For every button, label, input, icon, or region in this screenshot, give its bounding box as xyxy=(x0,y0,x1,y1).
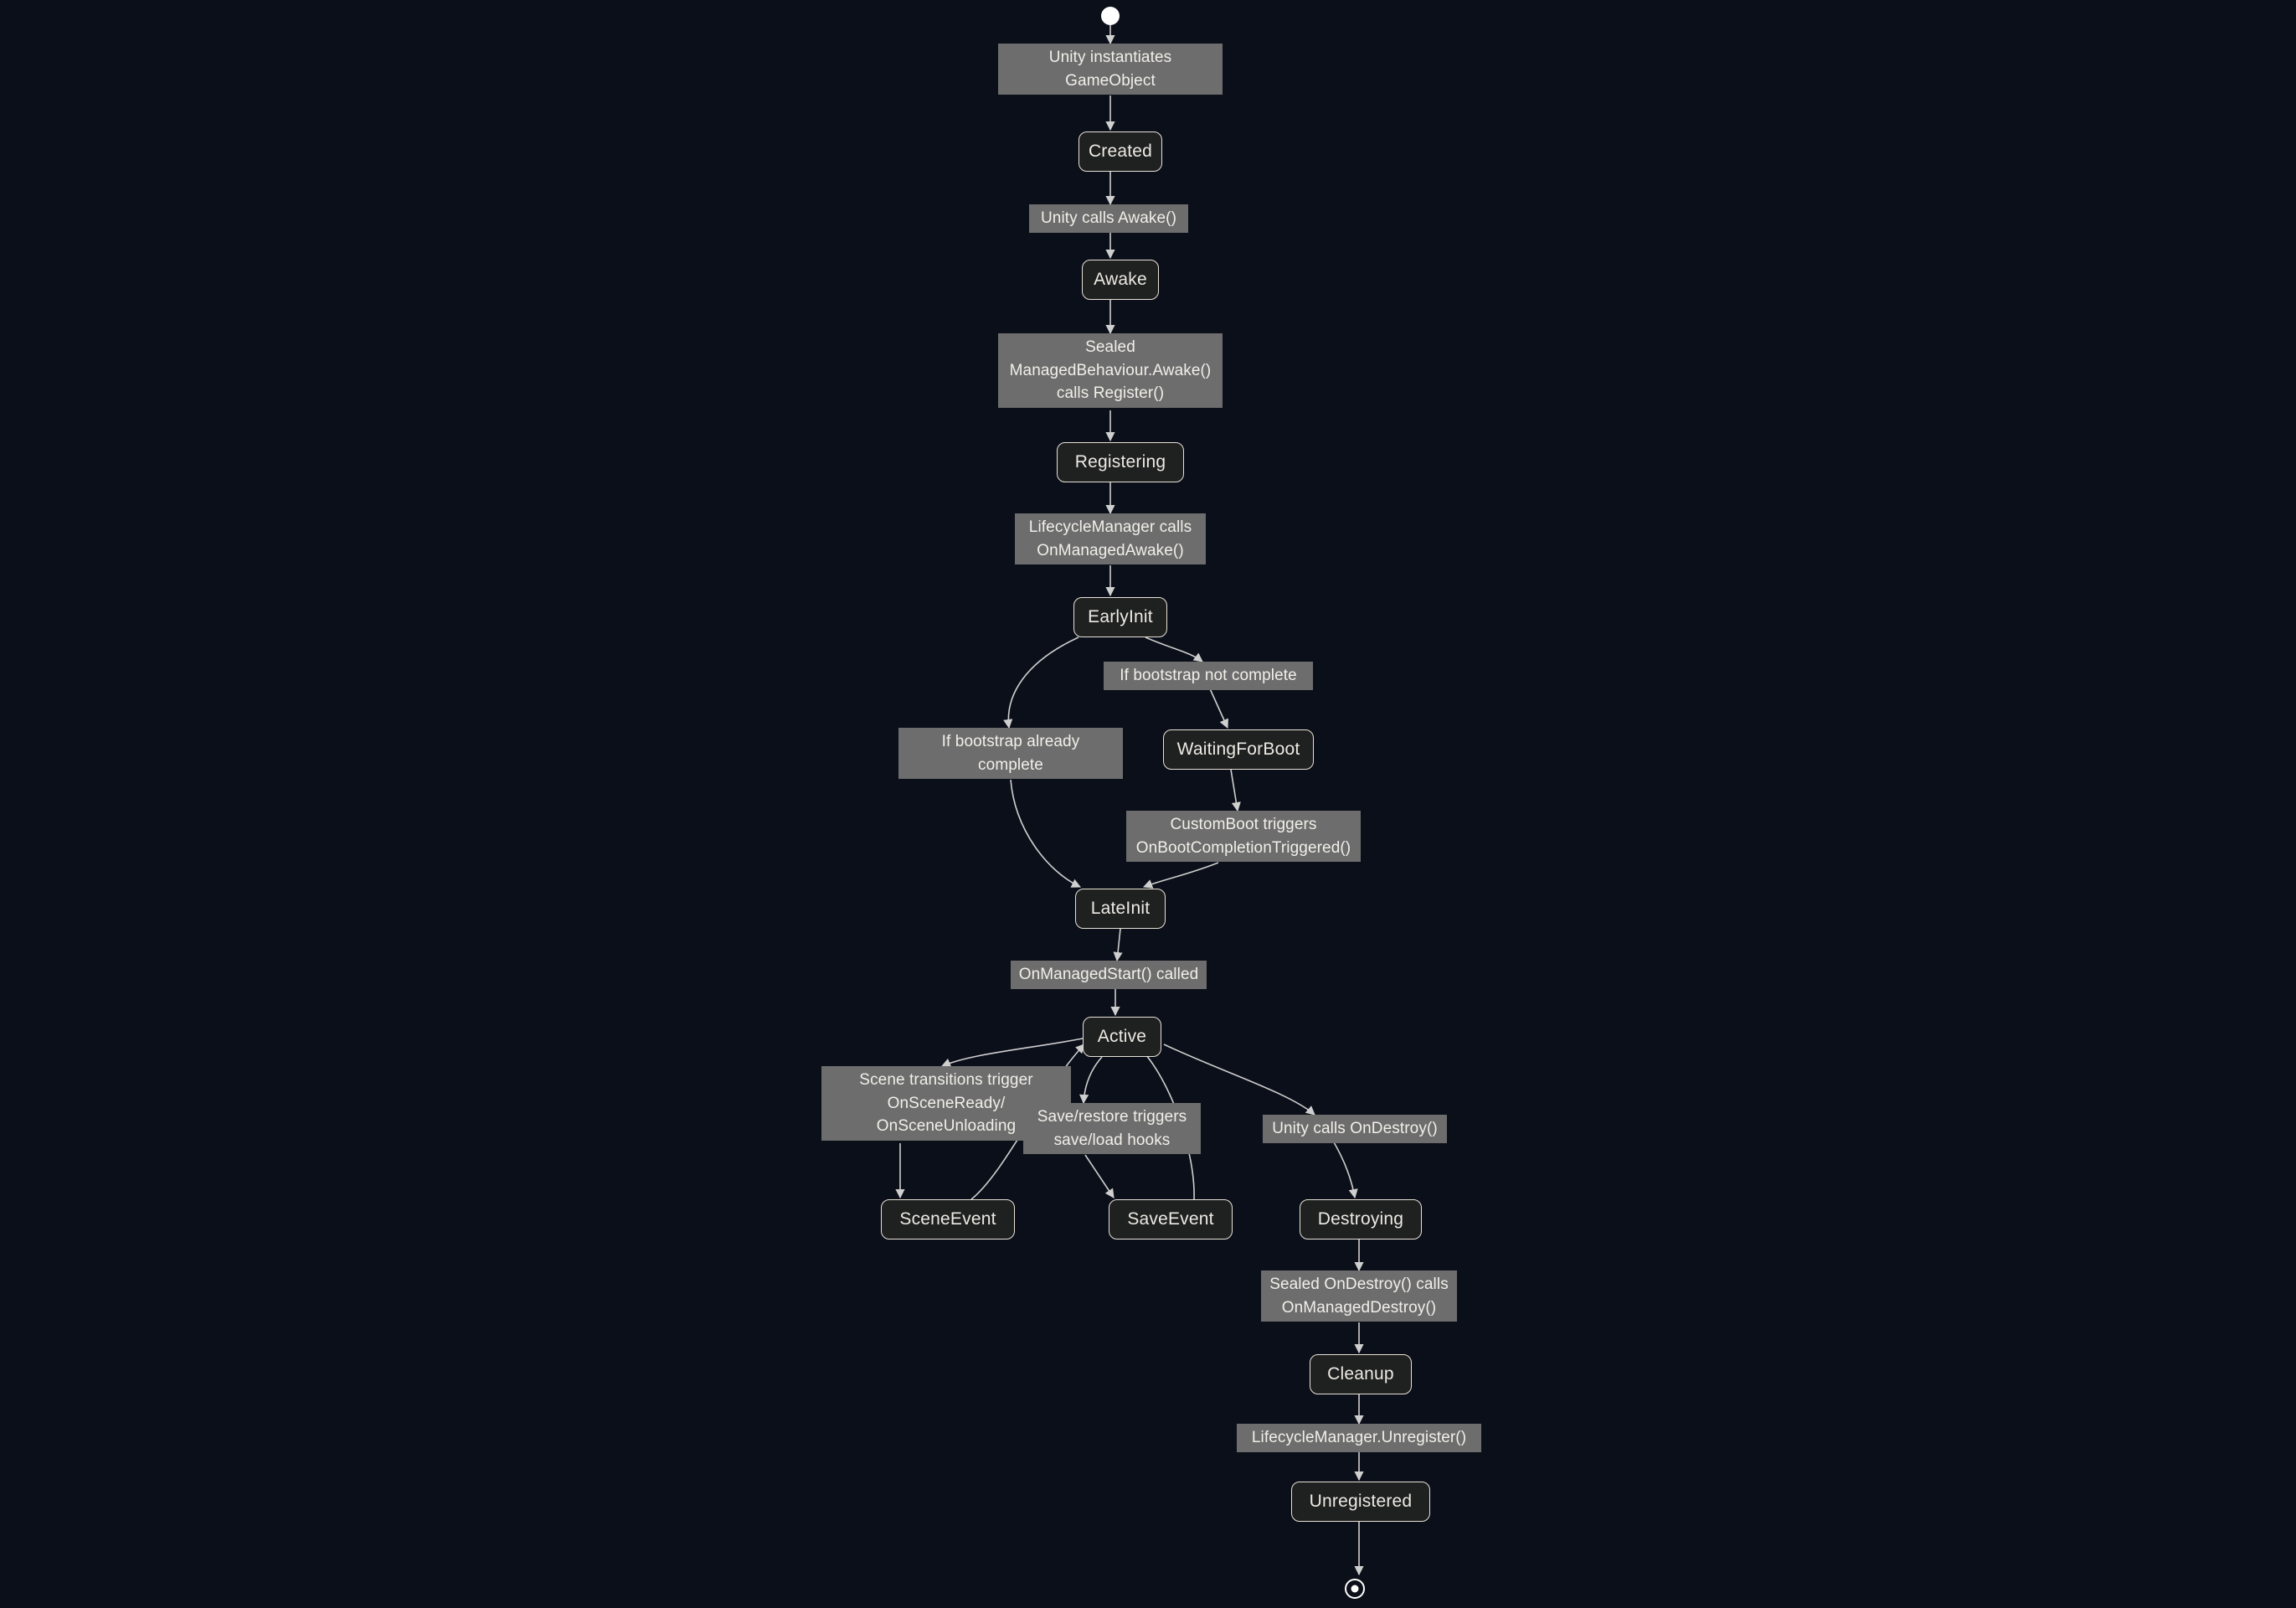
edge-label-destroying-cleanup: Sealed OnDestroy() calls OnManagedDestroy() xyxy=(1261,1270,1457,1322)
state-label: Unregistered xyxy=(1309,1491,1413,1511)
state-node-earlyinit[interactable] xyxy=(1073,597,1167,637)
state-node-active[interactable] xyxy=(1083,1017,1161,1057)
edge-label-cleanup-unregistered: LifecycleManager.Unregister() xyxy=(1237,1424,1481,1452)
state-node-waitingforboot[interactable] xyxy=(1163,729,1314,770)
edge-label-active-sceneevent: Scene transitions trigger OnSceneReady/ OnSceneUnloading xyxy=(821,1066,1071,1141)
state-node-lateinit[interactable] xyxy=(1075,889,1166,929)
edge-label-registering-earlyinit: LifecycleManager calls OnManagedAwake() xyxy=(1015,513,1206,564)
edge-label-created-awake: Unity calls Awake() xyxy=(1029,204,1188,233)
state-node-sceneevent[interactable] xyxy=(881,1199,1015,1240)
edge-label-earlyinit-waitingforboot: If bootstrap not complete xyxy=(1104,662,1313,690)
state-node-created[interactable] xyxy=(1079,131,1162,172)
edge-label-lateinit-active: OnManagedStart() called xyxy=(1011,961,1207,989)
state-label: Created xyxy=(1088,141,1153,161)
end-state-marker xyxy=(1345,1579,1365,1599)
state-label: Registering xyxy=(1074,451,1166,472)
edge-label-active-saveevent: Save/restore triggers save/load hooks xyxy=(1023,1103,1201,1154)
state-node-destroying[interactable] xyxy=(1300,1199,1422,1240)
start-state-marker xyxy=(1101,7,1120,25)
edge-label-earlyinit-lateinit: If bootstrap already complete xyxy=(898,728,1123,779)
state-label: SceneEvent xyxy=(899,1209,996,1229)
state-label: EarlyInit xyxy=(1088,606,1153,626)
state-node-registering[interactable] xyxy=(1057,442,1184,482)
state-label: Awake xyxy=(1094,269,1147,289)
state-node-saveevent[interactable] xyxy=(1109,1199,1233,1240)
state-node-awake[interactable] xyxy=(1082,260,1159,300)
state-label: Destroying xyxy=(1317,1209,1404,1229)
edge-label-active-destroying: Unity calls OnDestroy() xyxy=(1263,1115,1447,1143)
state-label: SaveEvent xyxy=(1127,1209,1214,1229)
state-label: LateInit xyxy=(1090,898,1151,918)
state-node-cleanup[interactable] xyxy=(1310,1354,1412,1394)
edge-label-start-created: Unity instantiates GameObject xyxy=(998,44,1223,95)
state-label: WaitingForBoot xyxy=(1176,739,1300,759)
edge-label-waitingforboot-lateinit: CustomBoot triggers OnBootCompletionTriggered() xyxy=(1126,811,1361,862)
state-label: Cleanup xyxy=(1327,1363,1394,1384)
state-node-unregistered[interactable] xyxy=(1291,1482,1430,1522)
edge-label-awake-registering: Sealed ManagedBehaviour.Awake() calls Register() xyxy=(998,333,1223,408)
state-label: Active xyxy=(1097,1026,1147,1046)
